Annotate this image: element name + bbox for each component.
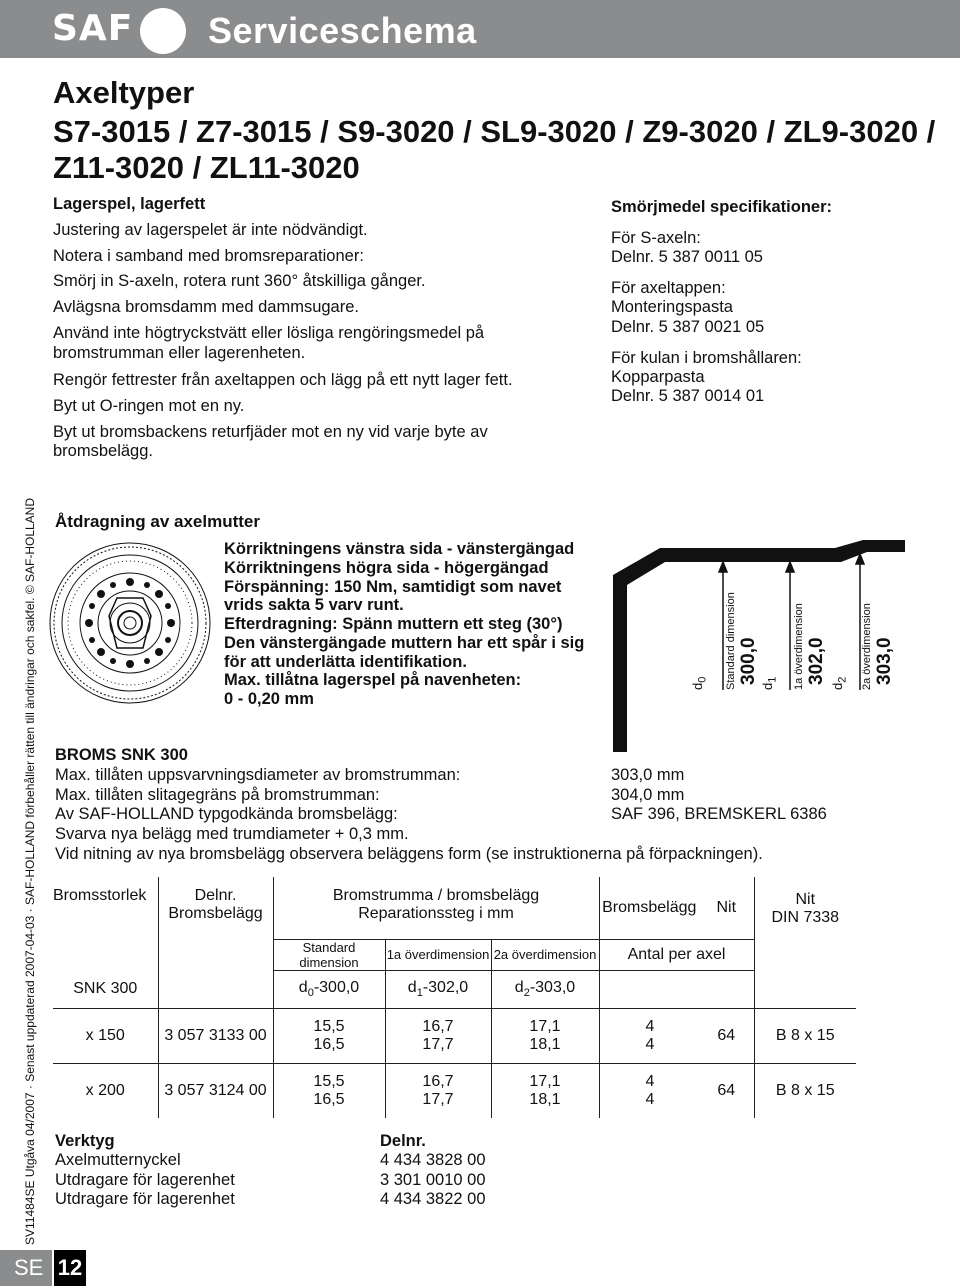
lubricant-line: Delnr. 5 387 0011 05	[611, 248, 763, 266]
drum-label-1a: $d_1$	[760, 676, 779, 690]
torque-line: Den vänstergängade muttern har ett spår i sig	[224, 634, 585, 652]
cell-partno: 3 057 3124 00	[158, 1063, 273, 1118]
torque-line: Förspänning: 150 Nm, samtidigt som navet	[224, 578, 562, 596]
header-partno: Delnr. Bromsbelägg	[158, 877, 273, 939]
sub-per-axle: Antal per axel	[599, 939, 754, 970]
lubricant-line: Kopparpasta	[611, 368, 705, 386]
header-rivet-din: Nit DIN 7338	[754, 877, 856, 939]
brake-note: Svarva nya belägg med trumdiameter + 0,3 mm.	[55, 825, 409, 843]
cell-size: x 200	[85, 1081, 125, 1099]
cell-std: 15,5 16,5	[273, 1008, 385, 1063]
table-row	[53, 970, 856, 1008]
torque-line: vrids sakta 5 varv runt.	[224, 596, 404, 614]
cell-rivet: 64	[699, 1008, 754, 1063]
brake-row-label: Av SAF-HOLLAND typgodkända bromsbelägg:	[55, 805, 398, 823]
cell-d0: $d_0-300,0$	[273, 970, 385, 1008]
drum-value-2a: 303,0	[874, 637, 895, 685]
cell-rivet: 64	[717, 1081, 736, 1099]
cell-size: x 150	[53, 1008, 158, 1063]
cell-2a: 17,1 18,1	[491, 1063, 599, 1118]
brake-lining-table	[53, 877, 856, 1118]
tool-name: Utdragare för lagerenhet	[55, 1171, 235, 1189]
sub-1a: 1a överdimension	[385, 939, 491, 970]
bearing-line: bromstrumman eller lagerenheten.	[53, 344, 306, 362]
hub-drawing	[45, 538, 215, 708]
cell-lining: 4 4	[599, 1008, 699, 1063]
tool-partno: 4 434 3822 00	[380, 1190, 486, 1208]
lubricant-line: För S-axeln:	[611, 229, 701, 247]
cell-std: 15,5 16,5	[273, 1063, 385, 1118]
lubricant-heading: Smörjmedel specifikationer:	[611, 198, 832, 216]
table-row	[53, 1008, 856, 1063]
page-title: Axeltyper	[53, 75, 195, 110]
drum-value-1a: 302,0	[806, 637, 827, 685]
brake-row-value: 303,0 mm	[611, 766, 685, 784]
document-info-sidebar: SV11484SE Utgåva 04/2007 · Senast uppdaterad 2007-04-03 · SAF-HOLLAND förbehåller rätten till ändringar och sakfel. © SAF-HOLLAND	[23, 497, 37, 1245]
cell-1a: 16,7 17,7	[385, 1063, 491, 1118]
table-subheader-row	[53, 939, 856, 970]
cell-d2: $d_2-303,0$	[491, 970, 599, 1008]
drum-value-std: 300,0	[738, 637, 759, 685]
lubricant-line: Monteringspasta	[611, 298, 733, 316]
table-header-row	[53, 877, 856, 939]
brake-heading: BROMS SNK 300	[55, 746, 188, 764]
header-rivet: Nit	[699, 877, 754, 939]
cell-din: B 8 x 15	[754, 1008, 856, 1063]
cell-lining: 4 4	[599, 1063, 699, 1118]
cell-1a: 16,7 17,7	[385, 1008, 491, 1063]
drum-caption-std: Standard dimension	[725, 592, 737, 690]
lubricant-line: Delnr. 5 387 0014 01	[611, 387, 765, 405]
lubricant-line: För axeltappen:	[611, 279, 726, 297]
torque-line: Efterdragning: Spänn muttern ett steg (30°)	[224, 615, 563, 633]
torque-line: Körriktningens högra sida - högergängad	[224, 559, 549, 577]
bearing-line: Smörj in S-axeln, rotera runt 360° åtskilliga gånger.	[53, 272, 426, 290]
bearing-line: Notera i samband med bromsreparationer:	[53, 247, 364, 265]
header-size: Bromsstorlek	[53, 887, 147, 904]
cell-snk: SNK 300	[53, 970, 158, 1008]
tools-partno-heading: Delnr.	[380, 1132, 426, 1150]
torque-line: Max. tillåtna lagerspel på navenheten:	[224, 671, 522, 689]
torque-line: 0 - 0,20 mm	[224, 690, 314, 708]
bearing-line: Rengör fettrester från axeltappen och lägg på ett nytt lager fett.	[53, 371, 513, 389]
tool-partno: 3 301 0010 00	[380, 1171, 486, 1189]
sub-2a: 2a överdimension	[491, 939, 599, 970]
cell-partno: 3 057 3133 00	[158, 1008, 273, 1063]
cell-din: B 8 x 15	[754, 1063, 856, 1118]
drum-caption-2a: 2a överdimension	[861, 603, 873, 690]
table-row	[53, 1063, 856, 1118]
tool-name: Utdragare för lagerenhet	[55, 1190, 235, 1208]
brake-note: Vid nitning av nya bromsbelägg observera beläggens form (se instruktionerna på förpackningen).	[55, 845, 763, 863]
saf-logo: SAF	[52, 8, 134, 49]
lubricant-line: Delnr. 5 387 0021 05	[611, 318, 765, 336]
header-drum: Bromstrumma / bromsbelägg Reparationssteg i mm	[273, 877, 599, 939]
bearing-line: Byt ut bromsbackens returfjäder mot en ny vid varje byte av	[53, 423, 488, 441]
page-header-title: Serviceschema	[208, 10, 477, 51]
axle-types-line-2: Z11-3020 / ZL11-3020	[53, 150, 360, 185]
bearing-line: Byt ut O-ringen mot en ny.	[53, 397, 245, 415]
cell-2a: 17,1 18,1	[491, 1008, 599, 1063]
sub-std: Standard dimension	[273, 939, 385, 970]
lubricant-line: För kulan i bromshållaren:	[611, 349, 802, 367]
brake-row-label: Max. tillåten uppsvarvningsdiameter av bromstrumman:	[55, 766, 461, 784]
header-lining: Bromsbelägg	[599, 877, 699, 939]
torque-heading: Åtdragning av axelmutter	[55, 512, 260, 531]
bearing-line: Avlägsna bromsdamm med dammsugare.	[53, 298, 359, 316]
cell-d1: $d_1-302,0$	[385, 970, 491, 1008]
torque-line: Körriktningens vänstra sida - vänstergängad	[224, 540, 575, 558]
page-number: 12	[54, 1250, 86, 1286]
drum-label-std: $d_0$	[690, 676, 709, 690]
torque-line: för att underlätta identifikation.	[224, 653, 467, 671]
language-badge: SE	[0, 1250, 52, 1286]
tool-partno: 4 434 3828 00	[380, 1151, 486, 1169]
bearing-line: Justering av lagerspelet är inte nödvändigt.	[53, 221, 368, 239]
brake-row-label: Max. tillåten slitagegräns på bromstrumman:	[55, 786, 380, 804]
drum-caption-1a: 1a överdimension	[793, 603, 805, 690]
tools-heading: Verktyg	[55, 1132, 115, 1150]
drum-label-2a: $d_2$	[830, 676, 849, 690]
bearing-line: bromsbelägg.	[53, 442, 153, 460]
bearing-line: Använd inte högtryckstvätt eller lösliga rengöringsmedel på	[53, 324, 485, 342]
tool-name: Axelmutternyckel	[55, 1151, 181, 1169]
logo-circle-icon	[140, 8, 186, 54]
brake-row-value: 304,0 mm	[611, 786, 685, 804]
axle-types-line-1: S7-3015 / Z7-3015 / S9-3020 / SL9-3020 / Z9-3020 / ZL9-3020 /	[53, 114, 936, 149]
bearing-heading: Lagerspel, lagerfett	[53, 195, 206, 213]
brake-row-value: SAF 396, BREMSKERL 6386	[611, 805, 827, 823]
